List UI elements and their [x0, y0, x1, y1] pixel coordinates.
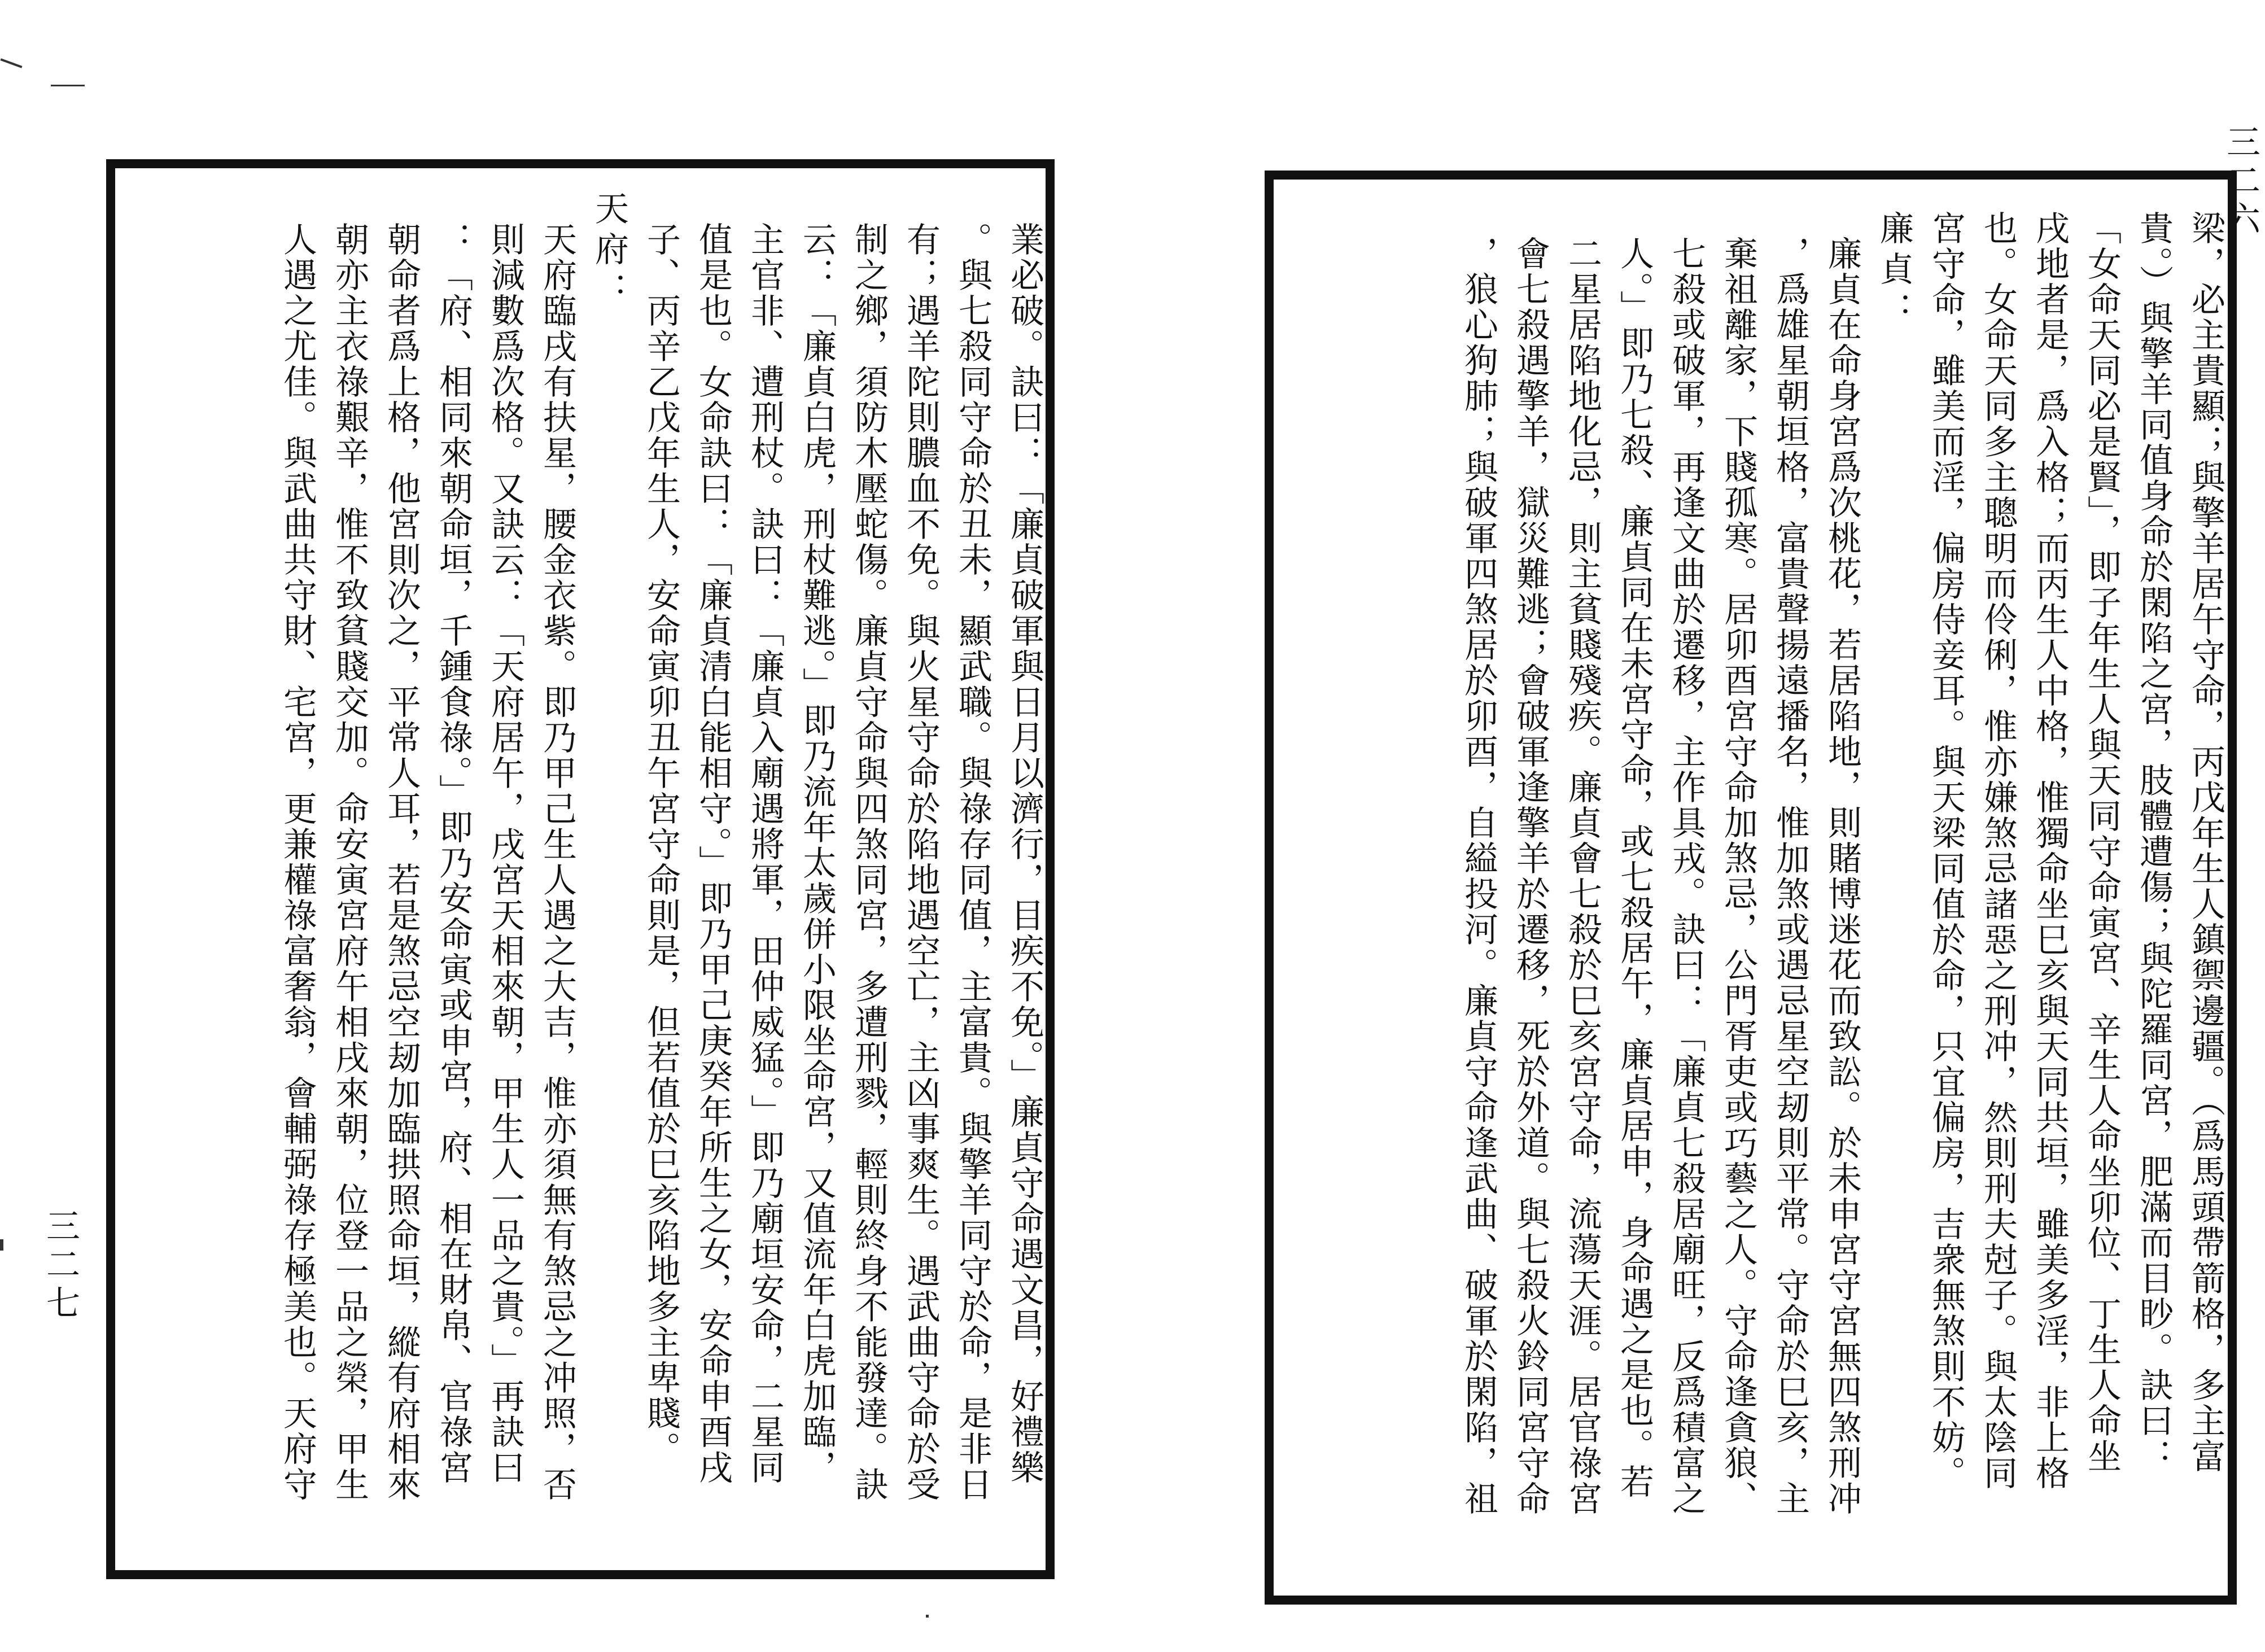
left-page-text-frame	[106, 159, 1055, 1579]
text-column: 貴。）與擎羊同值身命於閑陷之宮，肢體遭傷；與陀羅同宮，肥滿而目眇。訣曰：	[2134, 211, 2174, 1474]
text-column: 棄祖離家，下賤孤寒。居卯酉宮守命加煞忌，公門胥吏或巧藝之人。守命逢貪狼、	[1719, 236, 1758, 1516]
text-column: 人遇之尤佳。與武曲共守財、宅宮，更兼權祿富奢翁，會輔弼祿存極美也。天府守	[278, 222, 317, 1502]
text-column: 人。」即乃七殺、廉貞同在未宮守命，或七殺居午，廉貞居申，身命遇之是也。若	[1615, 236, 1654, 1500]
text-column: 「女命天同必是賢」，即子年生人與天同守命寅宮、辛生人命坐卯位、丁生人命坐	[2082, 211, 2122, 1474]
page-number-right: 三二六	[2221, 124, 2260, 239]
text-column: 則減數爲次格。又訣云：「天府居午，戌宮天相來朝，甲生人一品之貴。」再訣曰	[486, 222, 525, 1485]
text-column: ：「府、相同來朝命垣，千鍾食祿。」即乃安命寅或申宮，府、相在財帛、官祿宮	[434, 222, 473, 1485]
text-column: 值是也。女命訣曰：「廉貞清白能相守。」即乃甲己庚癸年所生之女，安命申酉戌	[693, 222, 733, 1485]
text-column: 也。女命天同多主聰明而伶俐，惟亦嫌煞忌諸惡之刑冲，然則刑夫尅子。與太陰同	[1978, 211, 2018, 1491]
text-column: ，狼心狗肺；與破軍四煞居於卯酉，自縊投河。廉貞守命逢武曲、破軍於閑陷，祖	[1459, 236, 1498, 1516]
text-column: 有；遇羊陀則膿血不免。與火星守命於陷地遇空亡，主凶事爽生。遇武曲守命於受	[901, 222, 941, 1502]
scan-mark	[51, 85, 85, 86]
right-page-text-frame	[1265, 171, 2237, 1605]
text-column: 天府臨戌有扶星，腰金衣紫。即乃甲己生人遇之大吉，惟亦須無有煞忌之冲照，否	[537, 222, 577, 1502]
section-heading-lianzhen: 廉貞：	[1874, 211, 1914, 333]
text-column: 子、丙辛乙戊年生人，安命寅卯丑午宮守命則是，但若值於巳亥陷地多主卑賤。	[641, 222, 681, 1467]
text-column: 主官非、遭刑杖。訣曰：「廉貞入廟遇將軍，田仲威猛。」即乃廟垣安命，二星同	[745, 222, 785, 1485]
text-column: 二星居陷地化忌，則主貧賤殘疾。廉貞會七殺於巳亥宮守命，流蕩天涯。居官祿宮	[1563, 236, 1602, 1516]
text-column: 宮守命，雖美而淫，偏房侍妾耳。與天梁同值於命，只宜偏房，吉衆無煞則不妨。	[1926, 211, 1966, 1491]
text-column: 業必破。訣曰：「廉貞破軍與日月以濟行，目疾不免。」廉貞守命遇文昌，好禮樂	[1005, 222, 1044, 1485]
section-heading-tianfu: 天府：	[589, 191, 629, 313]
text-column: 戌地者是，爲入格；而丙生人中格，惟獨命坐巳亥與天同共垣，雖美多淫，非上格	[2030, 211, 2070, 1491]
text-column: 制之鄉，須防木壓蛇傷。廉貞守命與四煞同宮，多遭刑戮，輕則終身不能發達。訣	[849, 222, 889, 1502]
text-column: 朝亦主衣祿艱辛，惟不致貧賤交加。命安寅宮府午相戌來朝，位登一品之榮，甲生	[330, 222, 369, 1502]
text-column: 廉貞在命身宮爲次桃花，若居陷地，則賭博迷花而致訟。於未申宮守宮無四煞刑冲	[1822, 236, 1862, 1516]
text-column: 云：「廉貞白虎，刑杖難逃。」即乃流年太歲併小限坐命宮，又值流年白虎加臨，	[797, 222, 837, 1485]
text-column: 會七殺遇擎羊，獄災難逃；會破軍逢擎羊於遷移，死於外道。與七殺火鈴同宮守命	[1511, 236, 1550, 1516]
text-column: 朝命者爲上格，他宮則次之，平常人耳，若是煞忌空刼加臨拱照命垣，縱有府相來	[382, 222, 421, 1502]
text-column: 梁，必主貴顯；與擎羊居午守命，丙戊年生人鎮禦邊疆。（爲馬頭帶箭格，多主富	[2186, 211, 2225, 1474]
text-column: 。與七殺同守命於丑未，顯武職。與祿存同值，主富貴。與擎羊同守於命，是非日	[953, 222, 992, 1502]
scan-mark	[1, 58, 23, 68]
scan-mark	[0, 1239, 3, 1251]
page-number-left: 三二七	[41, 1208, 80, 1323]
text-column: ，爲雄星朝垣格，富貴聲揚遠播名，惟加煞或遇忌星空刼則平常。守命於巳亥，主	[1770, 236, 1810, 1516]
text-column: 七殺或破軍，再逢文曲於遷移，主作具戎。訣曰：「廉貞七殺居廟旺，反爲積富之	[1667, 236, 1706, 1516]
